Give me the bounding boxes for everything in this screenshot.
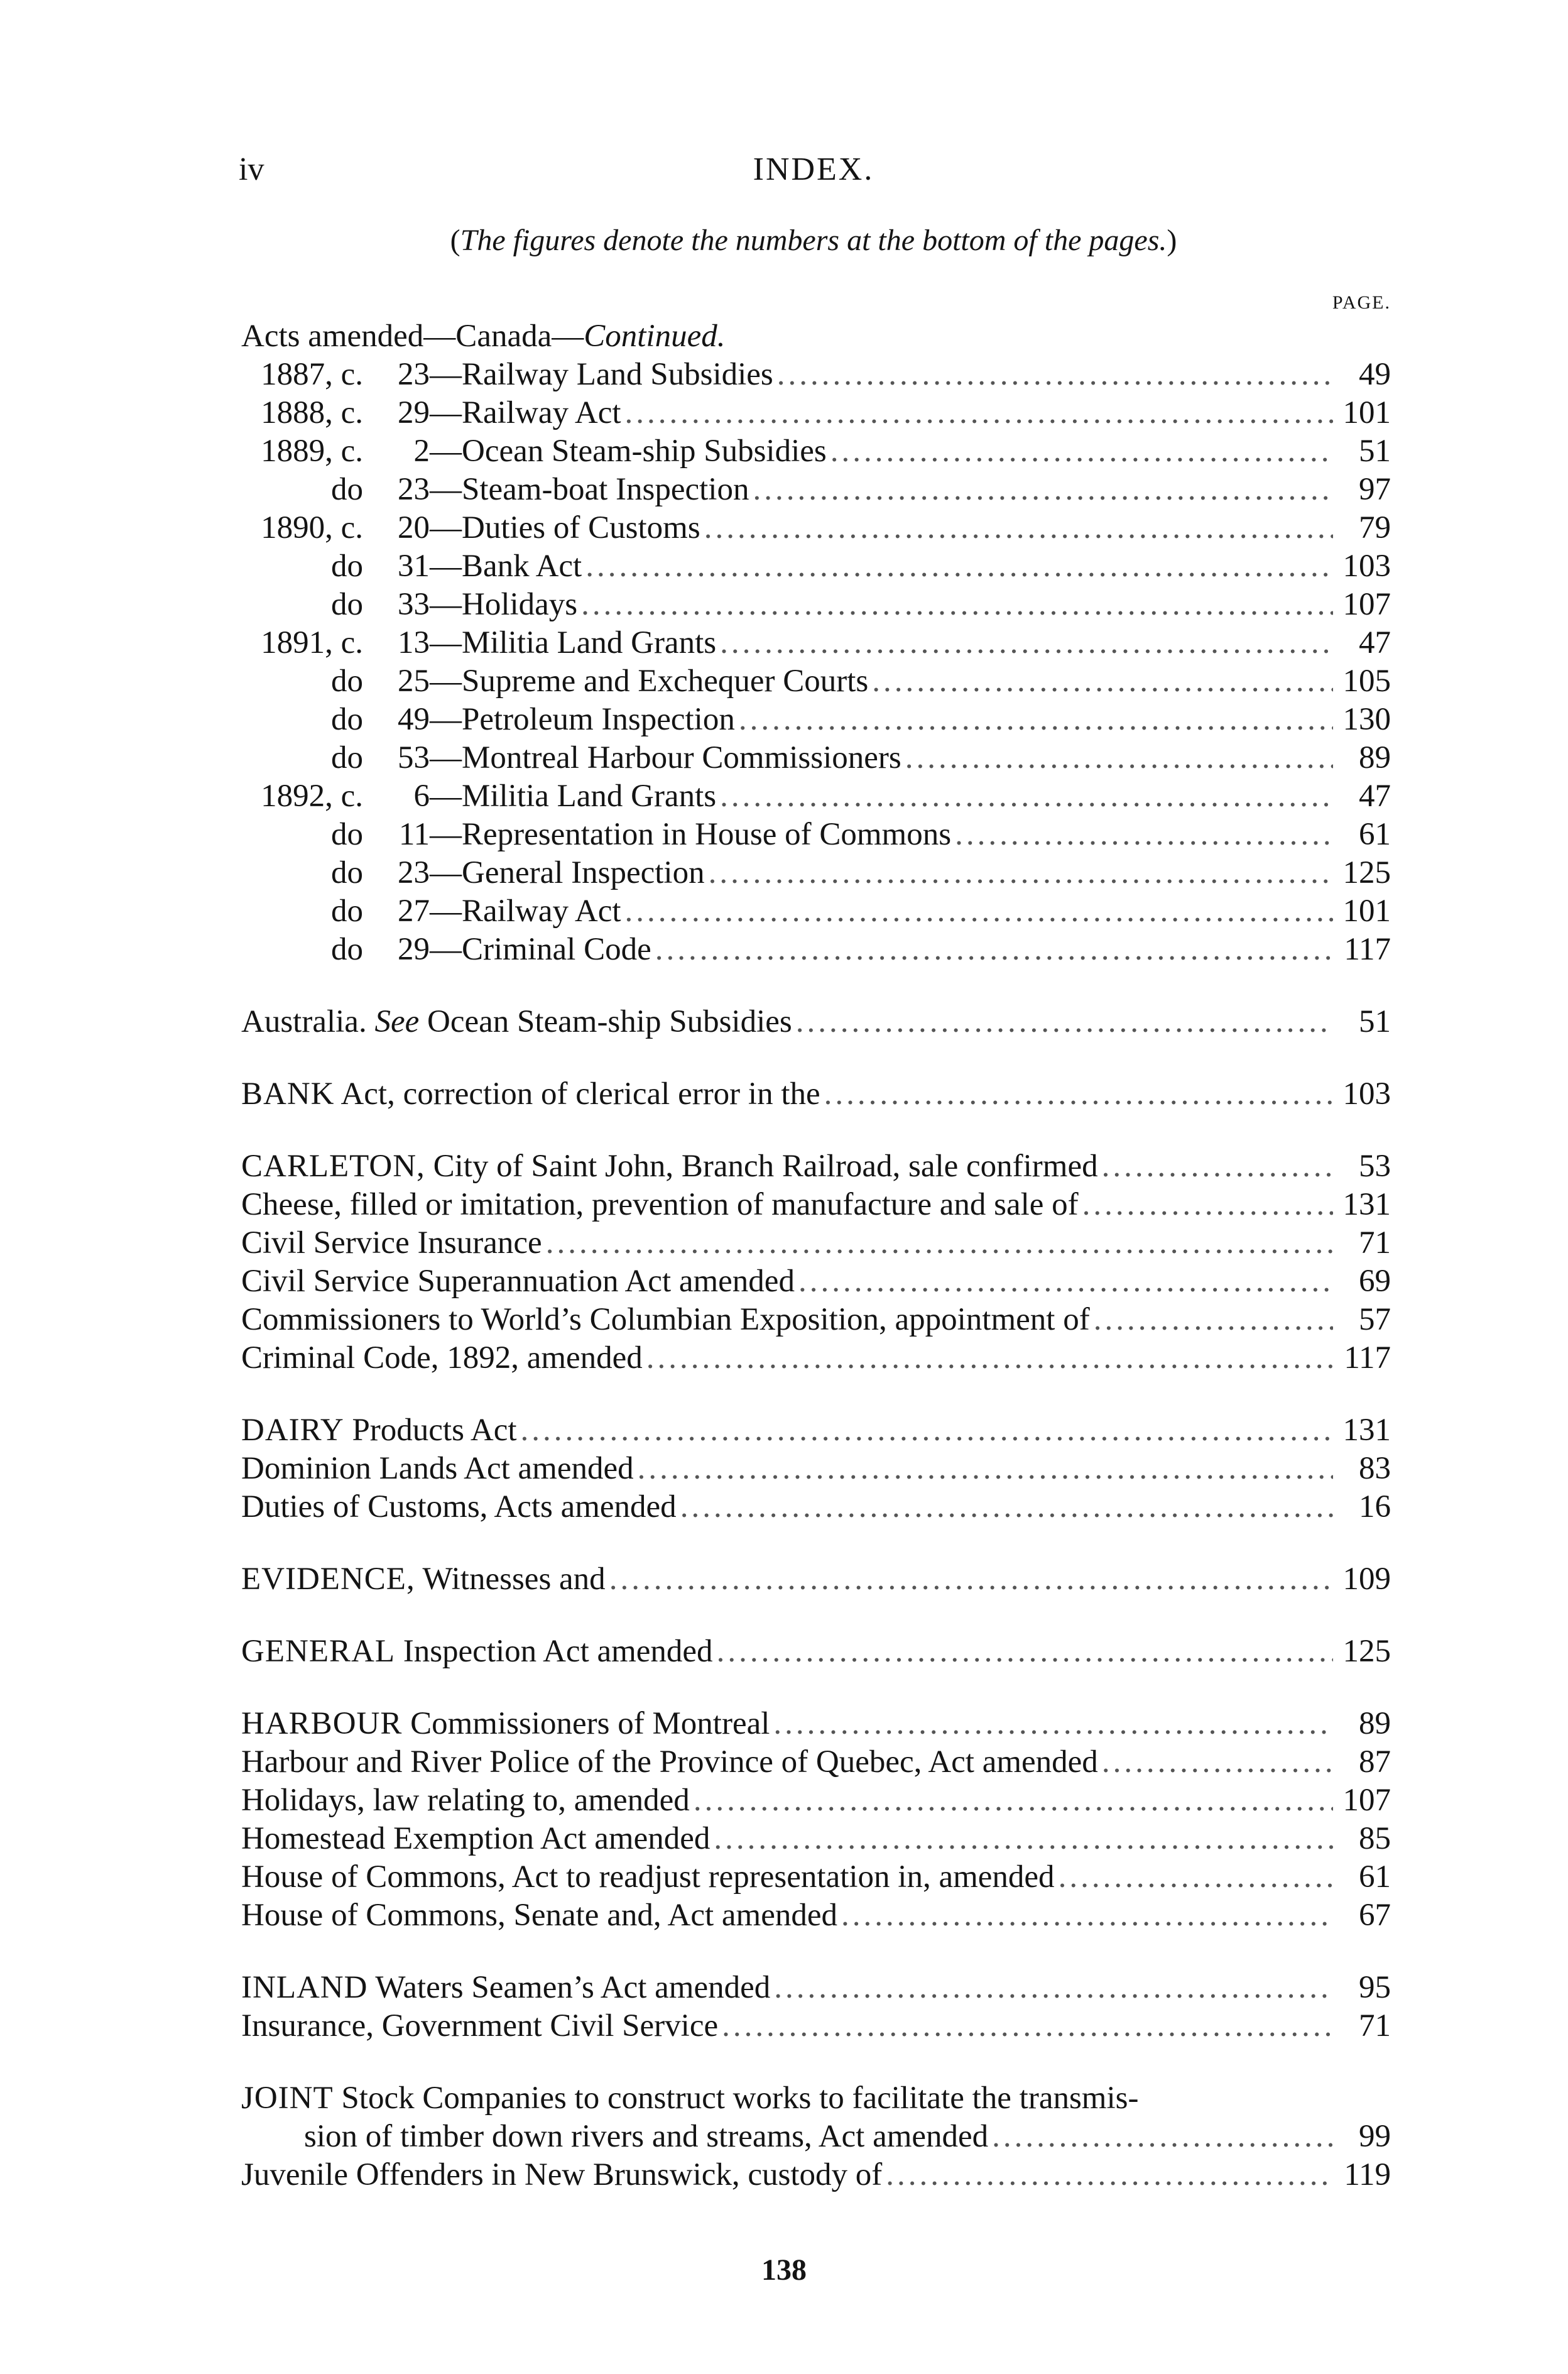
dot-leader: [609, 1560, 1333, 1599]
acts-amended-row: [241, 394, 1391, 432]
entry-text-wrap: [241, 1339, 643, 1377]
em-dash: —: [430, 587, 462, 622]
entry-text: Commissioners to World’s Columbian Exposition, appointment of: [241, 1302, 1090, 1337]
acts-row-text: [241, 777, 716, 816]
entry-lead: BANK: [241, 1076, 335, 1112]
dot-leader: [521, 1411, 1333, 1450]
entry-text: Juvenile Offenders in New Brunswick, custody of: [241, 2157, 883, 2192]
index-entry: [241, 1896, 1391, 1935]
entry-page: 109: [1342, 1562, 1391, 1597]
entry-page: 89: [1359, 740, 1391, 775]
index-entry: [241, 1262, 1391, 1301]
dot-leader: [694, 1781, 1333, 1820]
index-entry: [241, 1411, 1391, 1450]
index-entry-australia: [241, 1003, 1391, 1041]
dot-leader: [777, 356, 1333, 394]
entry-page: 119: [1344, 2157, 1391, 2192]
dot-leader: [955, 816, 1333, 854]
dot-leader: [581, 586, 1333, 624]
index-entry: [241, 1743, 1391, 1781]
index-entry-joint-line2: [241, 2118, 1391, 2156]
index-entry-juvenile: [241, 2156, 1391, 2194]
index-entry: [241, 1781, 1391, 1820]
index-entry: [241, 1488, 1391, 1526]
act-title: General Inspection: [462, 855, 705, 890]
act-title: Militia Land Grants: [462, 779, 717, 814]
index-entry: [241, 1705, 1391, 1743]
act-chapter: 20: [398, 510, 430, 545]
index-entry: [241, 1450, 1391, 1488]
entry-page: 125: [1342, 855, 1391, 890]
entry-lead: Australia.: [241, 1004, 367, 1039]
em-dash: —: [430, 817, 462, 852]
entry-page: 107: [1342, 587, 1391, 622]
entry-page: 97: [1359, 472, 1391, 507]
dot-leader: [720, 777, 1333, 816]
entry-text: Civil Service Superannuation Act amended: [241, 1264, 795, 1299]
acts-row-text: [241, 854, 705, 892]
entry-text-wrap: [241, 1488, 677, 1526]
em-dash: —: [430, 357, 462, 392]
entry-lead: EVIDENCE,: [241, 1562, 415, 1597]
act-year: do: [331, 472, 363, 507]
index-group-e: [241, 1560, 1391, 1599]
entry-text: Witnesses and: [422, 1562, 606, 1597]
act-title: Railway Act: [462, 395, 621, 430]
entry-text: City of Saint John, Branch Railroad, sale confirmed: [433, 1149, 1098, 1184]
act-year: do: [331, 740, 363, 775]
dot-leader: [646, 1339, 1333, 1377]
acts-amended-row: [241, 624, 1391, 662]
acts-amended-row: [241, 662, 1391, 701]
entry-page: 49: [1359, 357, 1391, 392]
entry-text: Cheese, filled or imitation, prevention of manufacture and sale of: [241, 1187, 1079, 1222]
entry-text: Inspection Act amended: [403, 1634, 713, 1669]
acts-amended-row: [241, 816, 1391, 854]
index-entry: [241, 1820, 1391, 1858]
entry-text-wrap: [241, 1896, 837, 1935]
entry-page: 79: [1359, 510, 1391, 545]
entry-text-wrap: [241, 1633, 713, 1671]
entry-text-wrap: [241, 1186, 1079, 1224]
acts-row-text: [241, 432, 827, 471]
dot-leader: [709, 854, 1333, 892]
entry-text: Duties of Customs, Acts amended: [241, 1489, 677, 1524]
acts-amended-row: [241, 356, 1391, 394]
dot-leader: [1094, 1301, 1333, 1339]
act-chapter: 23: [398, 472, 430, 507]
entry-see: See: [374, 1004, 420, 1039]
em-dash: —: [430, 932, 462, 967]
em-dash: —: [430, 894, 462, 929]
dot-leader: [886, 2156, 1333, 2194]
acts-row-text: [241, 509, 700, 547]
act-chapter: 33: [398, 587, 430, 622]
dot-leader: [1059, 1858, 1333, 1896]
act-year: 1892, c.: [261, 779, 363, 814]
entry-page: 130: [1342, 702, 1391, 737]
entry-page: 103: [1342, 549, 1391, 584]
entry-page: 101: [1342, 894, 1391, 929]
index-entry: [241, 1186, 1391, 1224]
entry-text-wrap: [241, 1147, 1098, 1186]
act-year: do: [331, 855, 363, 890]
acts-amended-row: [241, 547, 1391, 586]
entry-page: 47: [1359, 625, 1391, 660]
acts-row-text: [241, 586, 577, 624]
acts-heading-continued: Continued.: [584, 319, 726, 354]
acts-row-text: [241, 624, 716, 662]
entry-text-wrap: [241, 1820, 710, 1858]
act-chapter: 13: [398, 625, 430, 660]
page-number: 138: [761, 2253, 807, 2287]
index-entry: [241, 1633, 1391, 1671]
entry-text-wrap: [241, 1560, 606, 1599]
act-title: Representation in House of Commons: [462, 817, 952, 852]
entry-page: 53: [1359, 1149, 1391, 1184]
act-year: 1889, c.: [261, 434, 363, 469]
entry-text: Commissioners of Montreal: [410, 1706, 770, 1741]
act-year: 1888, c.: [261, 395, 363, 430]
em-dash: —: [430, 664, 462, 699]
entry-page: 61: [1359, 1859, 1391, 1895]
acts-row-text: [241, 471, 749, 509]
entry-page: 89: [1359, 1706, 1391, 1741]
index-entry-bank: [241, 1075, 1391, 1113]
entry-text: Homestead Exemption Act amended: [241, 1821, 710, 1856]
entry-text: Criminal Code, 1892, amended: [241, 1340, 643, 1376]
entry-page: 16: [1359, 1489, 1391, 1524]
entry-lead: HARBOUR: [241, 1706, 403, 1741]
dot-leader: [753, 471, 1333, 509]
em-dash: —: [430, 702, 462, 737]
acts-row-text: [241, 931, 651, 969]
entry-page: 71: [1359, 1225, 1391, 1261]
act-title: Militia Land Grants: [462, 625, 717, 660]
dot-leader: [1102, 1743, 1333, 1781]
act-year: 1890, c.: [261, 510, 363, 545]
dot-leader: [830, 432, 1333, 471]
dot-leader: [739, 701, 1333, 739]
acts-row-text: [241, 739, 901, 777]
entry-page: 131: [1342, 1187, 1391, 1222]
dot-leader: [714, 1820, 1333, 1858]
figures-note: (The figures denote the numbers at the bottom of the pages.): [450, 224, 1177, 257]
act-chapter: 31: [398, 549, 430, 584]
index-entry: [241, 1301, 1391, 1339]
act-chapter: 29: [398, 932, 430, 967]
figures-note-text: The figures denote the numbers at the bottom of the pages.: [460, 224, 1167, 257]
index-entry-joint-line1: [241, 2079, 1391, 2118]
index-entry: [241, 1560, 1391, 1599]
acts-heading-main: Acts amended—Canada—: [241, 319, 584, 354]
entry-page: 57: [1359, 1302, 1391, 1337]
act-title: Railway Land Subsidies: [462, 357, 773, 392]
dot-leader: [905, 739, 1333, 777]
acts-amended-row: [241, 471, 1391, 509]
act-year: do: [331, 702, 363, 737]
act-year: do: [331, 549, 363, 584]
act-chapter: 25: [398, 664, 430, 699]
index-group-c: [241, 1147, 1391, 1377]
act-year: 1891, c.: [261, 625, 363, 660]
act-chapter: 29: [398, 395, 430, 430]
em-dash: —: [430, 472, 462, 507]
index-group-h: [241, 1705, 1391, 1935]
em-dash: —: [430, 510, 462, 545]
act-title: Bank Act: [462, 549, 582, 584]
act-title: Railway Act: [462, 894, 621, 929]
entry-page: 103: [1342, 1076, 1391, 1112]
acts-row-text: [241, 816, 951, 854]
index-group-g: [241, 1633, 1391, 1671]
act-year: 1887, c.: [261, 357, 363, 392]
dot-leader: [638, 1450, 1333, 1488]
acts-row-text: [241, 394, 621, 432]
entry-text: Act, correction of clerical error in the: [340, 1076, 820, 1112]
acts-amended-row: [241, 586, 1391, 624]
acts-amended-row: [241, 777, 1391, 816]
index-entry: [241, 1224, 1391, 1262]
dot-leader: [773, 1705, 1333, 1743]
dot-leader: [841, 1896, 1333, 1935]
em-dash: —: [430, 549, 462, 584]
acts-amended-row: [241, 854, 1391, 892]
entry-page: 101: [1342, 395, 1391, 430]
dot-leader: [1082, 1186, 1333, 1224]
dot-leader: [680, 1488, 1333, 1526]
index-group-i: [241, 1969, 1391, 2045]
em-dash: —: [430, 395, 462, 430]
entry-page: 67: [1359, 1898, 1391, 1933]
entry-page: 83: [1359, 1451, 1391, 1486]
entry-page: 105: [1342, 664, 1391, 699]
entry-text-wrap: [241, 1969, 770, 2007]
entry-text: Stock Companies to construct works to facilitate the transmis-: [341, 2081, 1139, 2116]
act-title: Ocean Steam-ship Subsidies: [462, 434, 827, 469]
entry-text-wrap: [241, 1858, 1055, 1896]
entry-page: 117: [1344, 1340, 1391, 1376]
acts-amended-row: [241, 892, 1391, 931]
entry-page: 61: [1359, 817, 1391, 852]
acts-amended-row: [241, 509, 1391, 547]
dot-leader: [992, 2118, 1333, 2156]
entry-text-wrap: [241, 1781, 690, 1820]
act-chapter: 27: [398, 894, 430, 929]
act-chapter: 2: [413, 434, 430, 469]
act-title: Montreal Harbour Commissioners: [462, 740, 901, 775]
entry-text: Ocean Steam-ship Subsidies: [427, 1004, 792, 1039]
acts-row-text: [241, 662, 868, 701]
act-chapter: 23: [398, 357, 430, 392]
entry-page: 107: [1342, 1783, 1391, 1818]
page-column-label: PAGE.: [1332, 292, 1391, 313]
act-year: do: [331, 664, 363, 699]
dot-leader: [546, 1224, 1333, 1262]
acts-amended-row: [241, 931, 1391, 969]
entry-text-continued: sion of timber down rivers and streams, Act amended: [304, 2119, 989, 2154]
entry-text-wrap: [241, 1224, 542, 1262]
act-title: Holidays: [462, 587, 578, 622]
entry-text-wrap: [241, 1301, 1090, 1339]
dot-leader: [872, 662, 1333, 701]
index-entry: [241, 2007, 1391, 2045]
entry-page: 87: [1359, 1744, 1391, 1780]
entry-page: 71: [1359, 2008, 1391, 2043]
entry-lead: GENERAL: [241, 1634, 395, 1669]
entry-page: 117: [1344, 932, 1391, 967]
entry-text: Dominion Lands Act amended: [241, 1451, 634, 1486]
act-year: do: [331, 932, 363, 967]
entry-lead: DAIRY: [241, 1413, 344, 1448]
act-title: Duties of Customs: [462, 510, 700, 545]
entry-text-wrap: [241, 2007, 718, 2045]
act-chapter: 6: [413, 779, 430, 814]
act-year: do: [331, 587, 363, 622]
entry-text: Products Act: [352, 1413, 517, 1448]
acts-row-text: [241, 356, 773, 394]
index-entry: [241, 1339, 1391, 1377]
act-title: Petroleum Inspection: [462, 702, 735, 737]
entry-text: Harbour and River Police of the Province of Quebec, Act amended: [241, 1744, 1098, 1780]
dot-leader: [798, 1262, 1333, 1301]
entry-page: 125: [1342, 1634, 1391, 1669]
entry-lead: JOINT: [241, 2081, 334, 2116]
dot-leader: [625, 892, 1333, 931]
entry-text-wrap: [241, 1450, 634, 1488]
folio-number: iv: [239, 151, 264, 187]
entry-page: 99: [1359, 2119, 1391, 2154]
entry-page: 51: [1359, 434, 1391, 469]
entry-text: Waters Seamen’s Act amended: [375, 1970, 771, 2005]
act-chapter: 53: [398, 740, 430, 775]
page-header: [239, 151, 1388, 201]
index-entry: [241, 1969, 1391, 2007]
em-dash: —: [430, 779, 462, 814]
acts-row-text: [241, 547, 582, 586]
act-year: do: [331, 817, 363, 852]
entry-page: 47: [1359, 779, 1391, 814]
entry-page: 69: [1359, 1264, 1391, 1299]
dot-leader: [774, 1969, 1333, 2007]
index-entry: [241, 1147, 1391, 1186]
act-title: Criminal Code: [462, 932, 651, 967]
page-title: INDEX.: [753, 151, 874, 187]
act-chapter: 23: [398, 855, 430, 890]
em-dash: —: [430, 855, 462, 890]
em-dash: —: [430, 740, 462, 775]
entry-page: 51: [1359, 1004, 1391, 1039]
entry-text: Civil Service Insurance: [241, 1225, 542, 1261]
entry-text-wrap: [241, 1411, 517, 1450]
entry-text: House of Commons, Senate and, Act amended: [241, 1898, 837, 1933]
dot-leader: [722, 2007, 1333, 2045]
act-year: do: [331, 894, 363, 929]
act-title: Steam-boat Inspection: [462, 472, 749, 507]
dot-leader: [585, 547, 1333, 586]
acts-amended-row: [241, 432, 1391, 471]
em-dash: —: [430, 434, 462, 469]
entry-text-wrap: [241, 1705, 770, 1743]
dot-leader: [824, 1075, 1333, 1113]
entry-page: 131: [1342, 1413, 1391, 1448]
entry-text: Insurance, Government Civil Service: [241, 2008, 719, 2043]
dot-leader: [704, 509, 1333, 547]
dot-leader: [717, 1633, 1333, 1671]
dot-leader: [625, 394, 1333, 432]
acts-amended-row: [241, 739, 1391, 777]
entry-page: 95: [1359, 1970, 1391, 2005]
entry-text-wrap: [241, 1743, 1098, 1781]
entry-text-wrap: [241, 1262, 795, 1301]
dot-leader: [1102, 1147, 1333, 1186]
act-title: Supreme and Exchequer Courts: [462, 664, 869, 699]
entry-lead: CARLETON,: [241, 1149, 425, 1184]
dot-leader: [720, 624, 1333, 662]
acts-amended-list: [241, 356, 1391, 969]
acts-row-text: [241, 892, 621, 931]
entry-text: House of Commons, Act to readjust representation in, amended: [241, 1859, 1055, 1895]
entry-text: Holidays, law relating to, amended: [241, 1783, 690, 1818]
dot-leader: [796, 1003, 1333, 1041]
acts-amended-heading: [241, 317, 1391, 356]
index-entry: [241, 1858, 1391, 1896]
act-chapter: 49: [398, 702, 430, 737]
act-chapter: 11: [398, 817, 430, 852]
acts-row-text: [241, 701, 735, 739]
index-list: [241, 317, 1391, 2194]
index-group-d: [241, 1411, 1391, 1526]
entry-page: 85: [1359, 1821, 1391, 1856]
entry-lead: INLAND: [241, 1970, 368, 2005]
em-dash: —: [430, 625, 462, 660]
dot-leader: [655, 931, 1333, 969]
acts-amended-row: [241, 701, 1391, 739]
